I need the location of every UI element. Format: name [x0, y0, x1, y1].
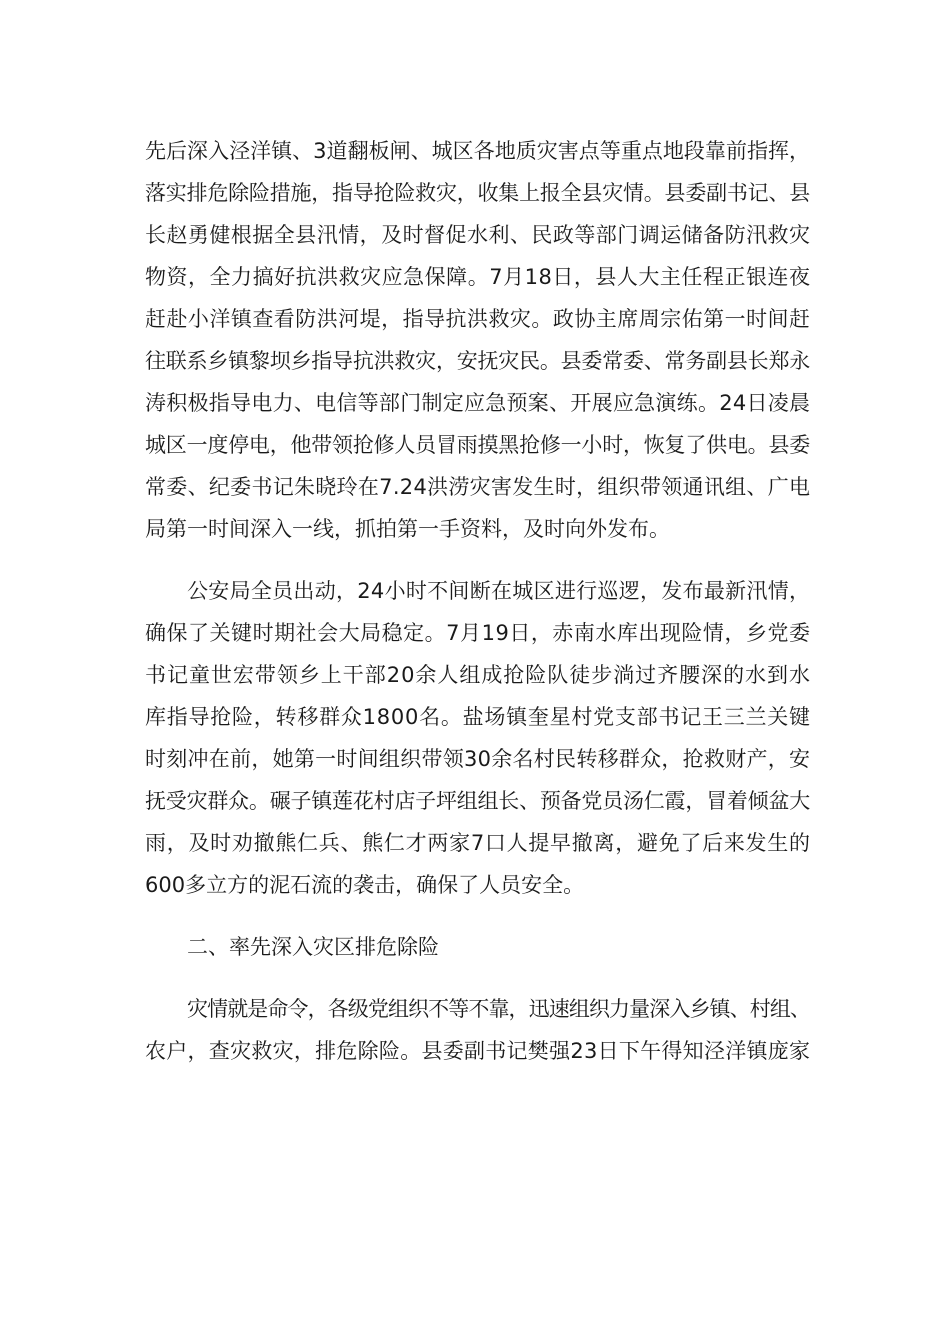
section-heading — [145, 926, 810, 968]
text-line: 往联系乡镇黎坝乡指导抗洪救灾，安抚灾民。县委常委、常务副县长郑永 — [145, 349, 810, 373]
section-heading-text: 二、率先深入灾区排危除险 — [187, 935, 439, 959]
text-line: 雨，及时劝撤熊仁兵、熊仁才两家7口人提早撤离，避免了后来发生的 — [145, 831, 811, 855]
text-line: 确保了关键时期社会大局稳定。7月19日，赤南水库出现险情，乡党委 — [145, 621, 811, 645]
text-line: 物资，全力搞好抗洪救灾应急保障。7月18日，县人大主任程正银连夜 — [145, 265, 811, 289]
text-line: 先后深入泾洋镇、3道翻板闸、城区各地质灾害点等重点地段靠前指挥， — [145, 139, 811, 163]
text-line: 600多立方的泥石流的袭击，确保了人员安全。 — [145, 873, 585, 897]
paragraph-spacer — [145, 968, 810, 988]
paragraph-2 — [145, 570, 810, 906]
text-line: 涛积极指导电力、电信等部门制定应急预案、开展应急演练。24日凌晨 — [145, 391, 811, 415]
paragraph-spacer — [145, 550, 810, 570]
text-line: 局第一时间深入一线，抓拍第一手资料，及时向外发布。 — [145, 517, 670, 541]
text-line: 公安局全员出动，24小时不间断在城区进行巡逻，发布最新汛情， — [187, 579, 811, 603]
text-line: 落实排危除险措施，指导抢险救灾，收集上报全县灾情。县委副书记、县 — [145, 181, 810, 205]
text-line: 书记童世宏带领乡上干部20余人组成抢险队徒步淌过齐腰深的水到水 — [145, 663, 811, 687]
text-line: 长赵勇健根据全县汛情，及时督促水利、民政等部门调运储备防汛救灾 — [145, 223, 811, 247]
paragraph-1 — [145, 130, 810, 550]
document-body — [145, 130, 810, 1072]
text-line: 农户，查灾救灾，排危除险。县委副书记樊强23日下午得知泾洋镇庞家 — [145, 1039, 811, 1063]
text-line: 库指导抢险，转移群众1800名。盐场镇奎星村党支部书记王三兰关键 — [145, 705, 811, 729]
text-line: 灾情就是命令，各级党组织不等不靠，迅速组织力量深入乡镇、村组、 — [187, 997, 810, 1021]
text-line: 常委、纪委书记朱晓玲在7.24洪涝灾害发生时，组织带领通讯组、广电 — [145, 475, 811, 499]
text-line: 城区一度停电，他带领抢修人员冒雨摸黑抢修一小时，恢复了供电。县委 — [145, 433, 810, 457]
text-line: 赶赴小洋镇查看防洪河堤，指导抗洪救灾。政协主席周宗佑第一时间赶 — [145, 307, 811, 331]
text-line: 抚受灾群众。碾子镇莲花村店子坪组组长、预备党员汤仁霞，冒着倾盆大 — [145, 789, 810, 813]
paragraph-spacer — [145, 906, 810, 926]
paragraph-3 — [145, 988, 810, 1072]
text-line: 时刻冲在前，她第一时间组织带领30余名村民转移群众，抢救财产，安 — [145, 747, 811, 771]
